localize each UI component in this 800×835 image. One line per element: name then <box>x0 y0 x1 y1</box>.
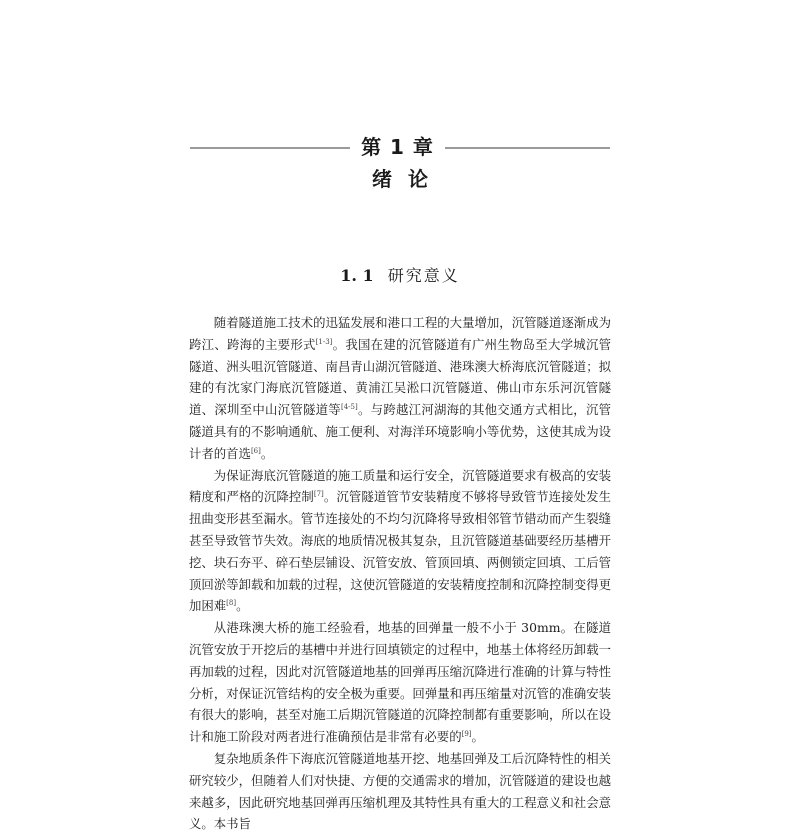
heading-rule-left <box>190 147 350 149</box>
chapter-title: 绪论 <box>372 167 444 191</box>
paragraph-text: 。与跨越江河湖海的其他交通方式相比，沉管隧道具有的不影响通航、施工便利、对海洋环境影响小等优势，这使其成为设计者的首选 <box>189 402 612 461</box>
body-text <box>189 312 611 835</box>
paragraph-text: 。 <box>260 445 274 461</box>
paragraph-text: 。 <box>236 598 249 614</box>
section-heading <box>0 263 800 289</box>
paragraph <box>189 465 611 618</box>
paragraph-text: 随着隧道施工技术的迅猛发展和港口工程的大量增加，沉管隧道逐渐成为跨江、跨海的主要形式 <box>189 315 611 352</box>
citation-ref: [1-3] <box>315 337 333 346</box>
paragraph <box>189 617 611 748</box>
paragraph-text: 。 <box>471 729 484 745</box>
section-title: 研究意义 <box>387 266 460 285</box>
citation-ref: [4-5] <box>340 403 358 412</box>
section-number: 1. 1 <box>340 266 374 285</box>
citation-ref: [8] <box>226 599 237 608</box>
chapter-heading <box>190 132 610 164</box>
paragraph-text: 为保证海底沉管隧道的施工质量和运行安全，沉管隧道要求有极高的安装精度和严格的沉降控制 <box>189 467 611 505</box>
paragraph-text: 复杂地质条件下海底沉管隧道地基开挖、地基回弹及工后沉降特性的相关研究较少，但随着人们对快捷、方便的交通需求的增加，沉管隧道的建设也越来越多，因此研究地基回弹再压缩机理及其特性具有重大的工程意义和社会意义。本书旨 <box>189 750 611 832</box>
paragraph <box>189 312 611 465</box>
chapter-label: 第 1 章 <box>361 135 434 159</box>
paragraph-text: 从港珠澳大桥的施工经验看，地基的回弹量一般不小于 30mm。在隧道沉管安放于开挖后的基槽中并进行回填锁定的过程中，地基土体将经历卸载一再加载的过程，因此对沉管隧道地基的回弹再压缩沉降进行准确的计算与特性分析，对保证沉管结构的安全极为重要。回弹量和再压缩量对沉管的准确安装有很大的影响，甚至对施工后期沉管隧道的沉降控制都有重要影响，所以在设计和施工阶段对两者进行准确预估是非常有必要的 <box>189 620 611 745</box>
citation-ref: [6] <box>250 446 261 455</box>
citation-ref: [9] <box>461 730 472 739</box>
heading-rule-right <box>445 147 610 149</box>
paragraph-text: 。沉管隧道管节安装精度不够将导致管节连接处发生扭曲变形甚至漏水。管节连接处的不均匀沉降将导致相邻管节错动而产生裂缝甚至导致管节失效。海底的地质情况极其复杂，且沉管隧道基础要经历基槽开挖、块石夯平、碎石垫层铺设、沉管安放、管顶回填、两侧锁定回填、工后管顶回淤等卸载和加载的过程，这使沉管隧道的安装精度控制和沉降控制变得更加困难 <box>189 489 612 614</box>
paragraph <box>189 748 611 835</box>
citation-ref: [7] <box>313 490 324 499</box>
paragraph-text: 。我国在建的沉管隧道有广州生物岛至大学城沉管隧道、洲头咀沉管隧道、南昌青山湖沉管隧道、港珠澳大桥海底沉管隧道；拟建的有沈家门海底沉管隧道、黄浦江吴淞口沉管隧道、佛山市东乐河沉管隧道、深圳至中山沉管隧道等 <box>189 336 612 418</box>
